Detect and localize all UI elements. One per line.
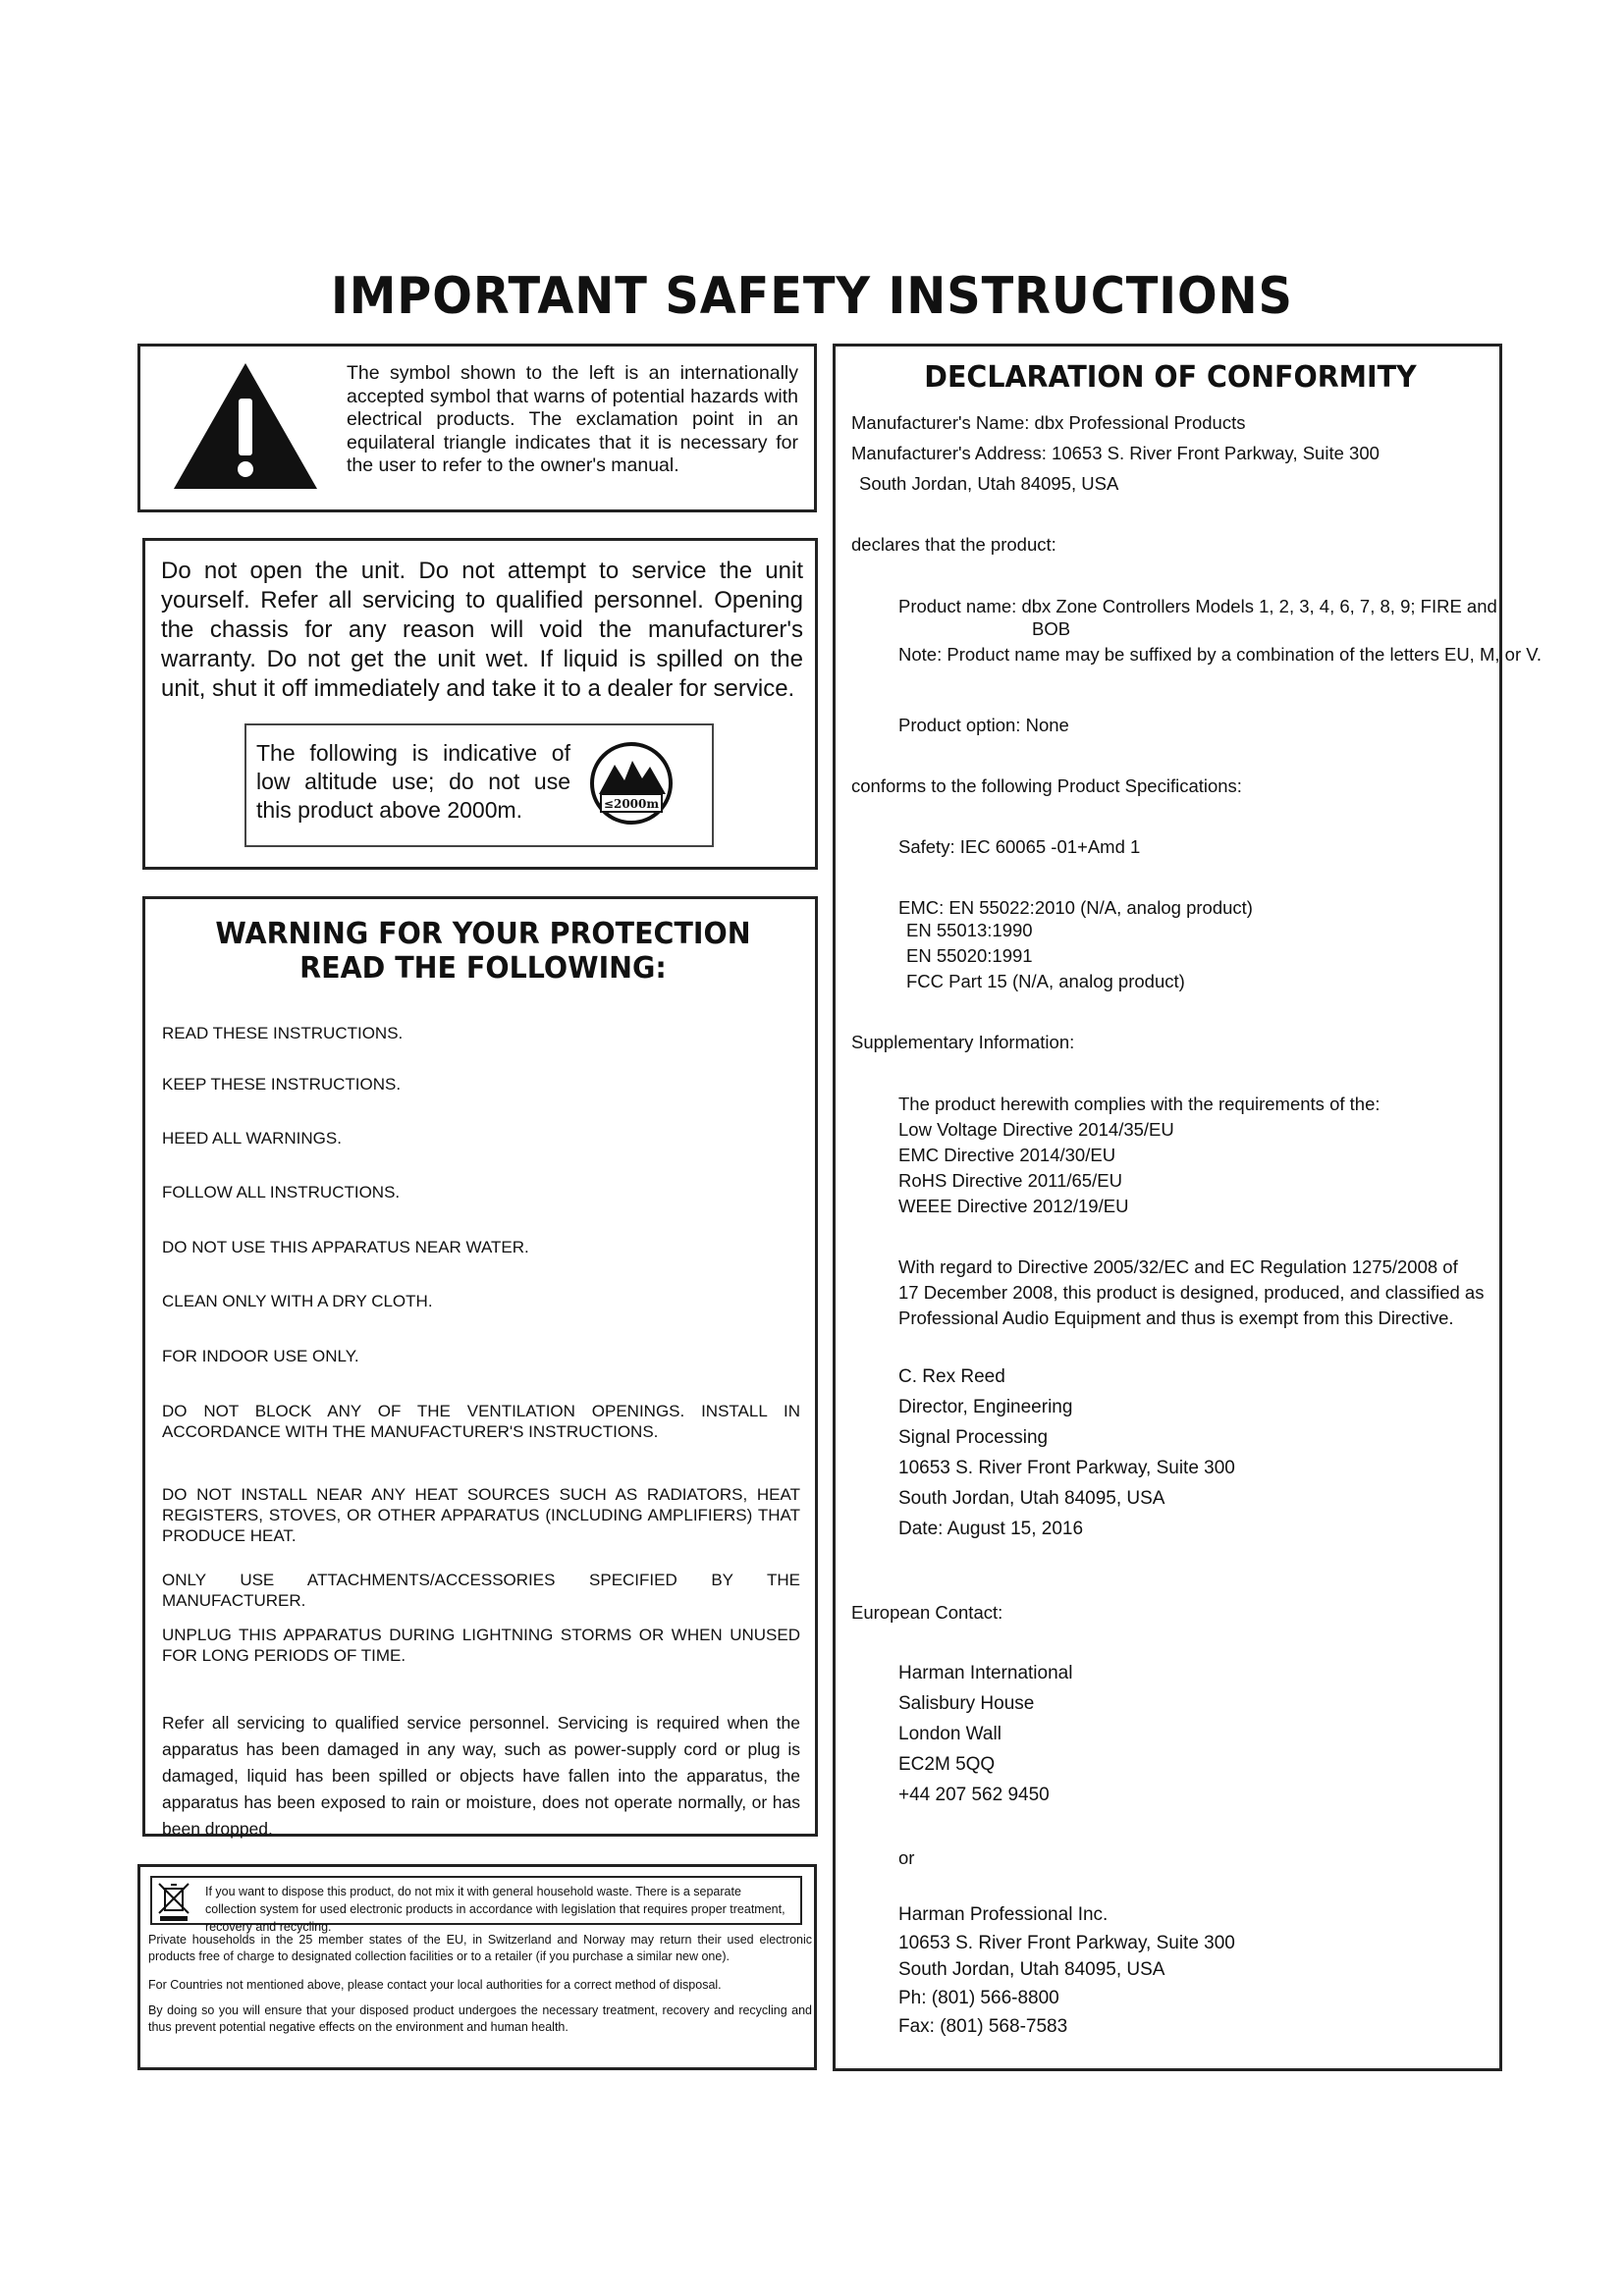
weee-text: With regard to Directive 2005/32/EC and EC Regulation 1275/2008 of bbox=[898, 1256, 1458, 1277]
emc-spec: EN 55013:1990 bbox=[906, 920, 1033, 940]
declaration-heading: DECLARATION OF CONFORMITY bbox=[924, 360, 1417, 395]
altitude-notice-box bbox=[244, 723, 714, 847]
directive-item: WEEE Directive 2012/19/EU bbox=[898, 1196, 1129, 1216]
declaration-box bbox=[833, 344, 1543, 2071]
product-note: Note: Product name may be suffixed by a combination of the letters EU, M, or V. bbox=[898, 644, 1543, 665]
product-name-cont: BOB bbox=[1032, 618, 1071, 639]
or-text: or bbox=[898, 1847, 915, 1868]
warning-item: READ THESE INSTRUCTIONS. bbox=[162, 1024, 404, 1042]
service-notice-box bbox=[142, 538, 818, 870]
signatory-date: Date: August 15, 2016 bbox=[898, 1519, 1084, 1539]
warning-refer-text: Refer all servicing to qualified service personnel. Servicing is required when the apparatus has been damaged in any way, such as power-supply cord or plug is damaged, liquid has been spilled or objects have fallen into the apparatus, the apparatus has been exposed to rain or moisture, does not operate normally, or has been dropped. bbox=[162, 1713, 800, 1839]
weee-text: 17 December 2008, this product is designed, produced, and classified as bbox=[898, 1282, 1485, 1303]
eu-contact-line: London Wall bbox=[898, 1724, 1001, 1744]
signatory-line: Director, Engineering bbox=[898, 1397, 1073, 1417]
manufacturer-address-city: South Jordan, Utah 84095, USA bbox=[859, 473, 1119, 494]
directives-intro: The product herewith complies with the requirements of the: bbox=[898, 1094, 1380, 1114]
product-name: Product name: dbx Zone Controllers Models 1, 2, 3, 4, 6, 7, 8, 9; FIRE and bbox=[898, 596, 1497, 616]
altitude-notice-text: The following is indicative of low altitude use; do not use this product above 2000m. bbox=[256, 740, 570, 823]
warning-item: HEED ALL WARNINGS. bbox=[162, 1129, 342, 1148]
dispose-notice bbox=[150, 1876, 802, 1934]
directive-item: Low Voltage Directive 2014/35/EU bbox=[898, 1119, 1174, 1140]
warning-item: FOLLOW ALL INSTRUCTIONS. bbox=[162, 1183, 401, 1201]
recycling-benefit-text: By doing so you will ensure that your disposed product undergoes the necessary treatment, recovery and recycling and thus prevent potential negative effects on the environment and human health. bbox=[148, 2003, 812, 2034]
dispose-notice-text: If you want to dispose this product, do not mix it with general household waste. There is a separate collection system for used electronic products in accordance with legislation that requires proper treatment, recovery and recycling. bbox=[205, 1885, 785, 1934]
emc-spec: FCC Part 15 (N/A, analog product) bbox=[906, 971, 1185, 991]
european-contact-label: European Contact: bbox=[851, 1602, 1003, 1623]
service-notice-text: Do not open the unit. Do not attempt to service the unit yourself. Refer all servicing to qualified personnel. Opening the chassis for any reason will void the manufacturer's warranty. Do not get the unit wet. If liquid is spilled on the unit, shut it off immediately and take it to a dealer for service. bbox=[161, 558, 803, 702]
page-title: IMPORTANT SAFETY INSTRUCTIONS bbox=[331, 267, 1293, 326]
warning-item: DO NOT USE THIS APPARATUS NEAR WATER. bbox=[162, 1238, 529, 1256]
altitude-icon-label: ≤2000m bbox=[603, 797, 660, 811]
us-contact-fax: Fax: (801) 568-7583 bbox=[898, 2016, 1068, 2037]
eu-contact-phone: +44 207 562 9450 bbox=[898, 1785, 1050, 1805]
eu-contact-line: Harman International bbox=[898, 1663, 1073, 1683]
warning-triangle-icon bbox=[172, 361, 319, 491]
us-contact-line: South Jordan, Utah 84095, USA bbox=[898, 1959, 1165, 1980]
altitude-icon bbox=[587, 739, 676, 828]
warning-item: DO NOT BLOCK ANY OF THE VENTILATION OPENINGS. INSTALL IN ACCORDANCE WITH THE MANUFACTURER'S INSTRUCTIONS. bbox=[162, 1402, 800, 1441]
warning-box bbox=[142, 896, 818, 1837]
manufacturer-address: Manufacturer's Address: 10653 S. River Front Parkway, Suite 300 bbox=[851, 443, 1380, 463]
recycling-other-text: For Countries not mentioned above, please contact your local authorities for a correct method of disposal. bbox=[148, 1978, 722, 1992]
symbol-notice-text: The symbol shown to the left is an internationally accepted symbol that warns of potential hazards with electrical products. The exclamation point in an equilateral triangle indicates that it is necessary for the user to refer to the owner's manual. bbox=[347, 362, 798, 476]
warning-item: DO NOT INSTALL NEAR ANY HEAT SOURCES SUCH AS RADIATORS, HEAT REGISTERS, STOVES, OR OTHER APPARATUS (INCLUDING AMPLIFIERS) THAT PRODUCE HEAT. bbox=[162, 1485, 800, 1545]
directive-item: EMC Directive 2014/30/EU bbox=[898, 1145, 1116, 1165]
warning-heading-line1: WARNING FOR YOUR PROTECTION bbox=[215, 917, 751, 951]
warning-item: FOR INDOOR USE ONLY. bbox=[162, 1347, 359, 1365]
us-contact-line: 10653 S. River Front Parkway, Suite 300 bbox=[898, 1933, 1235, 1953]
warning-item: CLEAN ONLY WITH A DRY CLOTH. bbox=[162, 1292, 433, 1310]
recycling-private-text: Private households in the 25 member states of the EU, in Switzerland and Norway may return their used electronic products free of charge to designated collection facilities or to a retailer (if you purchase a similar new one). bbox=[148, 1933, 812, 1963]
supplementary-label: Supplementary Information: bbox=[851, 1032, 1075, 1052]
warning-item: UNPLUG THIS APPARATUS DURING LIGHTNING STORMS OR WHEN UNUSED FOR LONG PERIODS OF TIME. bbox=[162, 1626, 800, 1665]
directive-item: RoHS Directive 2011/65/EU bbox=[898, 1170, 1122, 1191]
warning-item: ONLY USE ATTACHMENTS/ACCESSORIES SPECIFIED BY THE MANUFACTURER. bbox=[162, 1571, 800, 1610]
conforms-text: conforms to the following Product Specifications: bbox=[851, 775, 1242, 796]
manufacturer-name: Manufacturer's Name: dbx Professional Products bbox=[851, 412, 1246, 433]
eu-contact-line: EC2M 5QQ bbox=[898, 1754, 996, 1775]
symbol-notice-box bbox=[137, 344, 817, 512]
declares-text: declares that the product: bbox=[851, 534, 1056, 555]
warning-item: KEEP THESE INSTRUCTIONS. bbox=[162, 1075, 402, 1094]
signatory-line: 10653 S. River Front Parkway, Suite 300 bbox=[898, 1458, 1235, 1478]
us-contact-phone: Ph: (801) 566-8800 bbox=[898, 1988, 1059, 2008]
warning-heading bbox=[162, 917, 804, 986]
us-contact-line: Harman Professional Inc. bbox=[898, 1904, 1109, 1925]
crossed-bin-icon bbox=[156, 1881, 191, 1922]
safety-spec: Safety: IEC 60065 -01+Amd 1 bbox=[898, 836, 1141, 857]
product-option: Product option: None bbox=[898, 715, 1069, 735]
eu-contact-line: Salisbury House bbox=[898, 1693, 1035, 1714]
recycling-box bbox=[137, 1864, 817, 2070]
signatory-line: C. Rex Reed bbox=[898, 1366, 1005, 1387]
emc-spec: EN 55020:1991 bbox=[906, 945, 1033, 966]
emc-spec: EMC: EN 55022:2010 (N/A, analog product) bbox=[898, 897, 1253, 918]
warning-heading-line2: READ THE FOLLOWING: bbox=[299, 951, 667, 986]
signatory-line: Signal Processing bbox=[898, 1427, 1049, 1448]
signatory-line: South Jordan, Utah 84095, USA bbox=[898, 1488, 1165, 1509]
weee-text: Professional Audio Equipment and thus is exempt from this Directive. bbox=[898, 1308, 1454, 1328]
